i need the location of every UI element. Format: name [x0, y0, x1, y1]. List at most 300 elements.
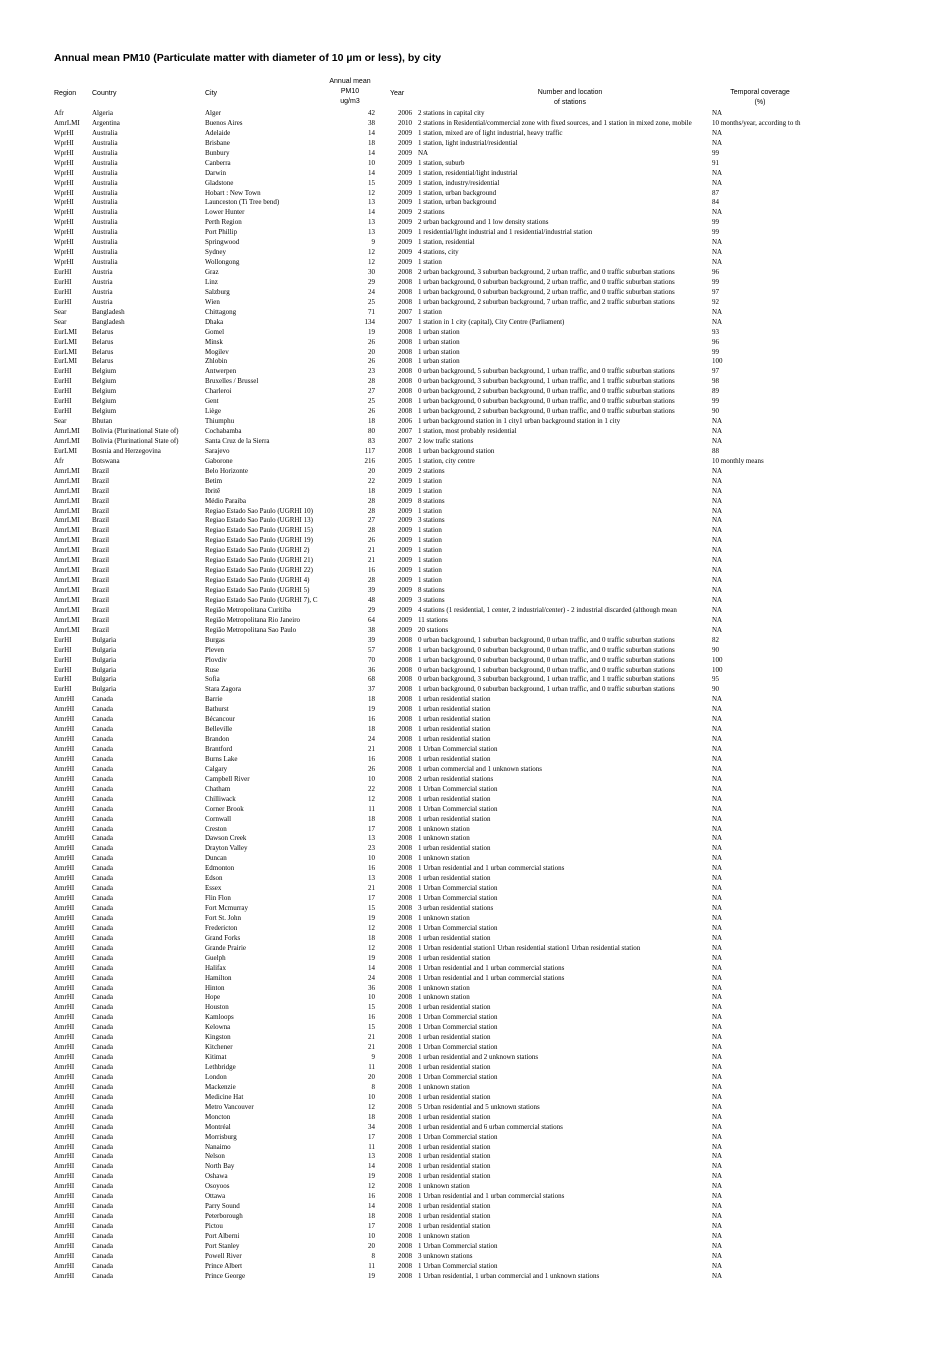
table-row [0, 1063, 950, 1073]
year-cell: 2008 [398, 655, 412, 664]
country-cell: Australia [92, 238, 118, 247]
table-row [0, 109, 950, 119]
region-cell: AmrLMI [54, 536, 80, 545]
year-cell: 2008 [398, 645, 412, 654]
country-cell: Australia [92, 138, 118, 147]
stations-cell: 1 station [418, 258, 442, 267]
header-city: City [205, 90, 218, 97]
city-cell: Edmonton [205, 864, 235, 873]
stations-cell: 1 Urban Commercial station [418, 894, 498, 903]
country-cell: Brazil [92, 586, 110, 594]
coverage-cell: 91 [712, 158, 719, 167]
year-cell: 2008 [398, 1261, 412, 1270]
region-cell: AmrLMI [54, 496, 80, 505]
table-row [0, 894, 950, 904]
stations-cell: 1 Urban residential and 1 urban commercial stations [418, 1192, 565, 1201]
stations-cell: 1 unknown station [418, 824, 470, 833]
pm10-value-cell: 15 [368, 1003, 375, 1012]
pm10-value-cell: 13 [368, 228, 375, 237]
pm10-value-cell: 57 [368, 645, 375, 654]
year-cell: 2009 [398, 198, 412, 207]
coverage-cell: NA [712, 1102, 723, 1111]
stations-cell: 1 unknown station [418, 1182, 470, 1191]
stations-cell: 1 urban background, 0 suburban background, 1 urban traffic, and 0 traffic suburban stations [418, 685, 675, 694]
stations-cell: 20 stations [418, 625, 449, 634]
stations-cell: 4 stations, city [418, 248, 459, 257]
pm10-value-cell: 16 [368, 1013, 375, 1022]
table-row [0, 745, 950, 755]
pm10-value-cell: 26 [368, 337, 375, 346]
region-cell: EurHI [54, 268, 72, 276]
table-row [0, 149, 950, 159]
table-row [0, 656, 950, 666]
city-cell: Fort St. John [205, 913, 241, 922]
pm10-value-cell: 24 [368, 735, 375, 744]
region-cell: AmrHI [54, 1271, 75, 1280]
stations-cell: 1 urban residential station [418, 715, 491, 724]
stations-cell: 1 station, light industrial/residential [418, 138, 518, 147]
region-cell: WprHI [54, 208, 74, 217]
coverage-cell: 95 [712, 675, 719, 684]
pm10-value-cell: 21 [368, 1033, 375, 1042]
coverage-cell: NA [712, 168, 723, 177]
country-cell: Canada [92, 963, 113, 972]
city-cell: Wien [205, 297, 220, 306]
stations-cell: 1 unknown station [418, 1082, 470, 1091]
country-cell: Austria [92, 287, 113, 296]
stations-cell: 0 urban background, 1 suburban background, 0 urban traffic, and 0 traffic suburban stations [418, 665, 675, 674]
region-cell: WprHI [54, 198, 74, 207]
coverage-cell: 90 [712, 645, 719, 654]
stations-cell: 1 station [418, 526, 442, 535]
year-cell: 2008 [398, 1142, 412, 1151]
coverage-cell: NA [712, 605, 723, 614]
table-row [0, 815, 950, 825]
table-row [0, 954, 950, 964]
coverage-cell: NA [712, 1202, 723, 1211]
city-cell: Oshawa [205, 1172, 228, 1181]
stations-cell: 1 urban background, 0 suburban background, 0 urban traffic, and 0 traffic suburban stations [418, 655, 675, 664]
stations-cell: 1 unknown station [418, 913, 470, 922]
city-cell: Antwerpen [205, 367, 237, 376]
stations-cell: 1 Urban Commercial station [418, 1261, 498, 1270]
year-cell: 2008 [398, 685, 412, 694]
year-cell: 2008 [398, 1172, 412, 1181]
stations-cell: 1 urban background station [418, 446, 495, 455]
stations-cell: 1 Urban residential station1 Urban residential station1 Urban residential station [418, 943, 641, 952]
stations-cell: 2 stations in Residential/commercial zone with fixed sources, and 1 station in mixed zone, mobile [418, 118, 692, 127]
stations-cell: 1 urban residential station [418, 814, 491, 823]
year-cell: 2008 [398, 1033, 412, 1042]
city-cell: Zhlobin [205, 357, 228, 366]
city-cell: Lethbridge [205, 1063, 236, 1071]
pm10-value-cell: 18 [368, 1112, 375, 1121]
region-cell: AmrLMI [54, 576, 80, 585]
country-cell: Canada [92, 993, 113, 1002]
city-cell: Regiao Estado Sao Paulo (UGRHI 5) [205, 586, 310, 594]
city-cell: Nelson [205, 1152, 225, 1161]
stations-cell: 1 station [418, 536, 442, 545]
stations-cell: 8 stations [418, 496, 445, 505]
coverage-cell: NA [712, 725, 723, 734]
pm10-value-cell: 117 [364, 446, 375, 455]
year-cell: 2010 [398, 118, 412, 127]
coverage-cell: NA [712, 1082, 723, 1091]
table-row [0, 536, 950, 546]
year-cell: 2006 [398, 417, 412, 426]
region-cell: AmrHI [54, 1072, 75, 1081]
coverage-cell: NA [712, 1003, 723, 1012]
year-cell: 2008 [398, 963, 412, 972]
country-cell: Canada [92, 1251, 113, 1260]
coverage-cell: 99 [712, 277, 719, 286]
city-cell: Wollongong [205, 258, 240, 267]
year-cell: 2008 [398, 387, 412, 396]
coverage-cell: NA [712, 913, 723, 922]
country-cell: Brazil [92, 556, 110, 565]
country-cell: Canada [92, 695, 113, 704]
coverage-cell: NA [712, 1122, 723, 1131]
coverage-cell: NA [712, 208, 723, 217]
pm10-value-cell: 28 [368, 506, 375, 515]
year-cell: 2009 [398, 148, 412, 157]
year-cell: 2007 [398, 307, 412, 316]
country-cell: Belgium [92, 377, 117, 386]
stations-cell: 1 unknown station [418, 993, 470, 1002]
city-cell: Parry Sound [205, 1202, 240, 1211]
year-cell: 2007 [398, 317, 412, 326]
coverage-cell: 92 [712, 297, 719, 306]
coverage-cell: NA [712, 1241, 723, 1250]
region-cell: Sear [54, 307, 67, 316]
table-row [0, 646, 950, 656]
pm10-value-cell: 20 [368, 347, 375, 356]
pm10-value-cell: 14 [368, 148, 375, 157]
stations-cell: 1 urban residential station [418, 695, 491, 704]
city-cell: Grand Forks [205, 933, 241, 942]
region-cell: AmrLMI [54, 566, 80, 575]
year-cell: 2008 [398, 1231, 412, 1240]
region-cell: AmrHI [54, 1202, 75, 1211]
country-cell: Brazil [92, 576, 110, 585]
country-cell: Brazil [92, 546, 110, 555]
pm10-value-cell: 12 [368, 188, 375, 197]
coverage-cell: NA [712, 735, 723, 744]
table-row [0, 407, 950, 417]
country-cell: Canada [92, 814, 113, 823]
country-cell: Brazil [92, 496, 110, 505]
city-cell: Flin Flon [205, 894, 231, 903]
stations-cell: 1 Urban Commercial station [418, 1013, 498, 1022]
city-cell: Kelowna [205, 1023, 231, 1032]
city-cell: Buenos Aires [205, 118, 243, 127]
table-row [0, 1272, 950, 1282]
region-cell: WprHI [54, 168, 74, 177]
coverage-cell: 10 months/year, according to th [712, 118, 801, 127]
region-cell: EurHI [54, 407, 72, 416]
coverage-cell: NA [712, 566, 723, 575]
year-cell: 2008 [398, 715, 412, 724]
table-row [0, 516, 950, 526]
region-cell: AmrHI [54, 993, 75, 1002]
stations-cell: 1 urban residential station [418, 1202, 491, 1211]
year-cell: 2008 [398, 367, 412, 376]
coverage-cell: NA [712, 824, 723, 833]
pm10-value-cell: 28 [368, 526, 375, 535]
city-cell: Houston [205, 1003, 229, 1012]
country-cell: Canada [92, 1132, 113, 1141]
region-cell: EurHI [54, 397, 72, 406]
coverage-cell: NA [712, 1212, 723, 1221]
table-row [0, 795, 950, 805]
table-row [0, 467, 950, 477]
year-cell: 2008 [398, 1152, 412, 1161]
country-cell: Bosnia and Herzegovina [92, 446, 161, 455]
city-cell: Stara Zagora [205, 685, 241, 694]
city-cell: Drayton Valley [205, 844, 248, 853]
table-row [0, 735, 950, 745]
pm10-value-cell: 26 [368, 536, 375, 545]
city-cell: Osoyoos [205, 1182, 230, 1191]
city-cell: Sarajevo [205, 446, 230, 455]
country-cell: Bulgaria [92, 685, 117, 694]
city-cell: Gaborone [205, 456, 233, 465]
coverage-cell: NA [712, 586, 723, 594]
coverage-cell: 99 [712, 347, 719, 356]
city-cell: Powell River [205, 1251, 242, 1260]
year-cell: 2009 [398, 248, 412, 257]
year-cell: 2008 [398, 754, 412, 763]
stations-cell: 1 urban background, 2 suburban background, 0 urban traffic, and 0 traffic suburban stations [418, 407, 675, 416]
stations-cell: 1 urban residential station [418, 1162, 491, 1171]
year-cell: 2009 [398, 218, 412, 227]
region-cell: AmrLMI [54, 476, 80, 485]
country-cell: Belarus [92, 347, 114, 356]
stations-cell: 1 urban residential station [418, 725, 491, 734]
year-cell: 2008 [398, 764, 412, 773]
city-cell: Gent [205, 397, 219, 406]
pm10-value-cell: 21 [368, 556, 375, 565]
year-cell: 2008 [398, 397, 412, 406]
table-row [0, 1083, 950, 1093]
pm10-value-cell: 14 [368, 1162, 375, 1171]
pm10-value-cell: 17 [368, 1132, 375, 1141]
pm10-value-cell: 12 [368, 1102, 375, 1111]
region-cell: AmrHI [54, 1142, 75, 1151]
city-cell: Minsk [205, 337, 223, 346]
year-cell: 2009 [398, 466, 412, 475]
header-year: Year [390, 90, 405, 97]
coverage-cell: 82 [712, 635, 719, 644]
year-cell: 2009 [398, 228, 412, 237]
pm10-value-cell: 8 [371, 1251, 375, 1260]
pm10-value-cell: 10 [368, 993, 375, 1002]
year-cell: 2009 [398, 208, 412, 217]
coverage-cell: NA [712, 953, 723, 962]
table-row [0, 844, 950, 854]
coverage-cell: NA [712, 1271, 723, 1280]
country-cell: Bulgaria [92, 655, 117, 664]
table-row [0, 1262, 950, 1272]
table-row [0, 1152, 950, 1162]
coverage-cell: 84 [712, 198, 719, 207]
region-cell: AmrHI [54, 854, 75, 863]
country-cell: Brazil [92, 506, 110, 515]
year-cell: 2008 [398, 725, 412, 734]
coverage-cell: NA [712, 993, 723, 1002]
pm10-value-cell: 22 [368, 784, 375, 793]
table-row [0, 367, 950, 377]
country-cell: Canada [92, 973, 113, 982]
table-row [0, 248, 950, 258]
country-cell: Canada [92, 715, 113, 724]
country-cell: Brazil [92, 615, 110, 624]
stations-cell: 1 urban station [418, 357, 460, 366]
pm10-value-cell: 11 [368, 804, 375, 813]
region-cell: AmrHI [54, 735, 75, 744]
coverage-cell: NA [712, 556, 723, 565]
city-cell: Perth Region [205, 218, 242, 227]
country-cell: Bhutan [92, 417, 113, 426]
table-row [0, 218, 950, 228]
table-row [0, 208, 950, 218]
stations-cell: 1 urban residential station [418, 933, 491, 942]
region-cell: AmrHI [54, 844, 75, 853]
coverage-cell: 89 [712, 387, 719, 396]
coverage-cell: NA [712, 745, 723, 753]
year-cell: 2009 [398, 546, 412, 555]
region-cell: AmrHI [54, 953, 75, 962]
table-row [0, 139, 950, 149]
city-cell: Guelph [205, 953, 226, 962]
pm10-value-cell: 36 [368, 983, 375, 992]
coverage-cell: NA [712, 814, 723, 823]
region-cell: AmrHI [54, 1112, 75, 1121]
pm10-value-cell: 19 [368, 327, 375, 336]
table-row [0, 705, 950, 715]
stations-cell: 1 unknown station [418, 983, 470, 992]
coverage-cell: NA [712, 1053, 723, 1062]
stations-cell: 2 stations [418, 466, 445, 475]
region-cell: AmrHI [54, 894, 75, 903]
stations-cell: 1 station [418, 307, 442, 316]
coverage-cell: NA [712, 973, 723, 982]
country-cell: Belgium [92, 407, 117, 416]
table-row [0, 507, 950, 517]
pm10-value-cell: 18 [368, 695, 375, 704]
stations-cell: 1 urban commercial and 1 unknown stations [418, 764, 543, 773]
country-cell: Belarus [92, 337, 114, 346]
country-cell: Bulgaria [92, 635, 117, 644]
table-row [0, 834, 950, 844]
table-row [0, 566, 950, 576]
pm10-value-cell: 12 [368, 248, 375, 257]
country-cell: Canada [92, 1261, 113, 1270]
region-cell: AmrHI [54, 1212, 75, 1221]
city-cell: North Bay [205, 1162, 235, 1171]
country-cell: Canada [92, 933, 113, 942]
pm10-value-cell: 21 [368, 1043, 375, 1052]
city-cell: Regiao Estado Sao Paulo (UGRHI 10) [205, 506, 313, 515]
pm10-value-cell: 80 [368, 427, 375, 435]
region-cell: AmrHI [54, 1192, 75, 1201]
stations-cell: 1 unknown station [418, 854, 470, 863]
year-cell: 2008 [398, 705, 412, 714]
table-row [0, 1143, 950, 1153]
coverage-cell: NA [712, 595, 723, 604]
stations-cell: 1 urban station [418, 337, 460, 346]
table-row [0, 685, 950, 695]
coverage-cell: NA [712, 864, 723, 873]
pm10-value-cell: 37 [368, 685, 375, 694]
stations-cell: 1 urban residential station [418, 1172, 491, 1181]
region-cell: AmrHI [54, 705, 75, 714]
coverage-cell: NA [712, 536, 723, 545]
stations-cell: 1 Urban Commercial station [418, 784, 498, 793]
country-cell: Brazil [92, 486, 110, 495]
stations-cell: 1 urban residential station [418, 1003, 491, 1012]
pm10-value-cell: 18 [368, 725, 375, 734]
table-row [0, 447, 950, 457]
country-cell: Brazil [92, 625, 110, 634]
table-row [0, 993, 950, 1003]
year-cell: 2008 [398, 884, 412, 893]
pm10-value-cell: 134 [364, 317, 375, 326]
region-cell: AmrHI [54, 1261, 75, 1270]
country-cell: Australia [92, 158, 118, 167]
year-cell: 2008 [398, 794, 412, 803]
stations-cell: 0 urban background, 5 suburban background, 1 urban traffic, and 0 traffic suburban stations [418, 367, 675, 376]
pm10-value-cell: 12 [368, 258, 375, 267]
coverage-cell: NA [712, 109, 723, 117]
city-cell: Kitimat [205, 1053, 227, 1062]
table-row [0, 1013, 950, 1023]
city-cell: Corner Brook [205, 804, 244, 813]
stations-cell: 1 urban background, 0 suburban background, 0 urban traffic, and 0 traffic suburban stations [418, 397, 675, 406]
year-cell: 2008 [398, 894, 412, 903]
country-cell: Australia [92, 198, 118, 207]
stations-cell: 1 station [418, 506, 442, 515]
region-cell: EurLMI [54, 357, 77, 366]
region-cell: EurHI [54, 297, 72, 306]
stations-cell: 1 Urban residential and 1 urban commercial stations [418, 963, 565, 972]
region-cell: Afr [54, 456, 64, 465]
region-cell: AmrHI [54, 1102, 75, 1111]
table-row [0, 715, 950, 725]
city-cell: Edson [205, 874, 223, 883]
stations-cell: 1 station in 1 city (capital), City Centre (Parliament) [418, 317, 565, 326]
table-row [0, 1093, 950, 1103]
coverage-cell: 100 [712, 357, 723, 366]
table-row [0, 805, 950, 815]
coverage-cell: NA [712, 1192, 723, 1201]
coverage-cell: NA [712, 884, 723, 893]
stations-cell: NA [418, 148, 429, 157]
region-cell: AmrLMI [54, 556, 80, 565]
coverage-cell: 90 [712, 407, 719, 416]
year-cell: 2009 [398, 168, 412, 177]
year-cell: 2009 [398, 526, 412, 535]
pm10-value-cell: 16 [368, 1192, 375, 1201]
stations-cell: 1 urban residential station [418, 1212, 491, 1221]
region-cell: Afr [54, 109, 64, 117]
stations-cell: 1 urban residential station [418, 754, 491, 763]
country-cell: Canada [92, 983, 113, 992]
table-row [0, 546, 950, 556]
coverage-cell: 99 [712, 397, 719, 406]
year-cell: 2007 [398, 427, 412, 435]
stations-cell: 1 urban background, 0 suburban background, 0 urban traffic, and 0 traffic suburban stations [418, 645, 675, 654]
